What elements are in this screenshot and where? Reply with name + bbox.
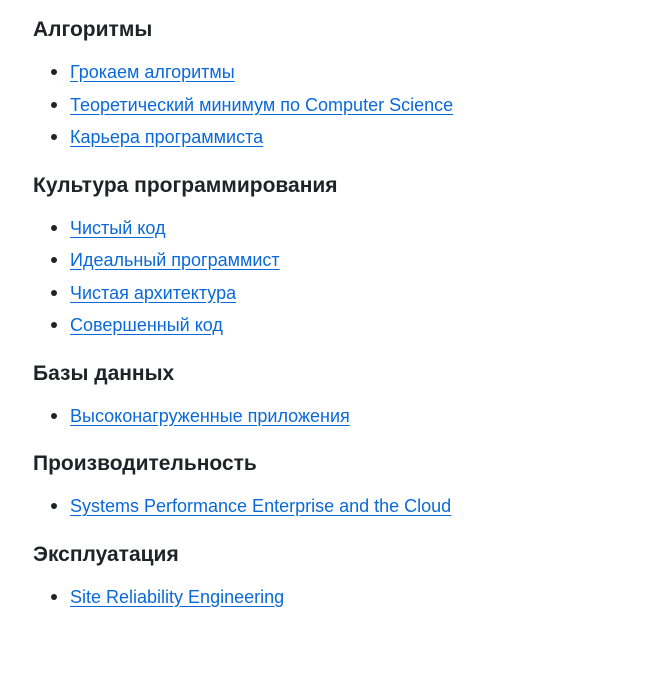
section-title: Алгоритмы: [33, 18, 153, 41]
bullet-icon: [51, 225, 57, 231]
section-title: Базы данных: [33, 361, 175, 385]
book-list: [33, 212, 658, 342]
section-operations: [33, 541, 658, 614]
section-title: Культура программирования: [33, 173, 338, 197]
bullet-icon: [51, 503, 57, 509]
bullet-icon: [51, 102, 57, 108]
book-link-data-intensive-apps[interactable]: Высоконагруженные приложения: [70, 405, 350, 426]
book-list: [33, 56, 658, 154]
book-list: [33, 400, 658, 433]
bullet-icon: [51, 257, 57, 263]
list-item: [33, 277, 658, 310]
book-link-systems-performance[interactable]: Systems Performance Enterprise and the Cloud: [70, 496, 452, 516]
bullet-icon: [51, 290, 57, 296]
section-databases: [33, 360, 658, 433]
list-item: [33, 581, 658, 614]
list-item: [33, 309, 658, 342]
book-link-programmer-career[interactable]: Карьера программиста: [70, 127, 264, 147]
book-link-clean-architecture[interactable]: Чистая архитектура: [70, 282, 237, 303]
book-link-grokking-algorithms[interactable]: Грокаем алгоритмы: [70, 62, 235, 82]
list-item: [33, 56, 658, 89]
section-title: Эксплуатация: [33, 542, 179, 566]
book-link-cs-minimum[interactable]: Теоретический минимум по Computer Science: [70, 94, 454, 115]
section-programming-culture: [33, 172, 658, 342]
section-performance: [33, 450, 658, 523]
list-item: [33, 400, 658, 433]
bullet-icon: [51, 594, 57, 600]
list-item: [33, 89, 658, 122]
list-item: [33, 212, 658, 245]
book-link-clean-coder[interactable]: Идеальный программист: [70, 250, 280, 270]
book-list: [33, 490, 658, 523]
list-item: [33, 121, 658, 154]
bullet-icon: [51, 134, 57, 140]
bullet-icon: [51, 69, 57, 75]
section-algorithms: [33, 16, 658, 154]
book-list: [33, 581, 658, 614]
list-item: [33, 244, 658, 277]
bullet-icon: [51, 413, 57, 419]
book-link-sre[interactable]: Site Reliability Engineering: [70, 586, 285, 607]
section-title: Производительность: [33, 452, 257, 475]
book-link-code-complete[interactable]: Совершенный код: [70, 315, 223, 335]
bullet-icon: [51, 322, 57, 328]
list-item: [33, 490, 658, 523]
book-link-clean-code[interactable]: Чистый код: [70, 217, 166, 238]
